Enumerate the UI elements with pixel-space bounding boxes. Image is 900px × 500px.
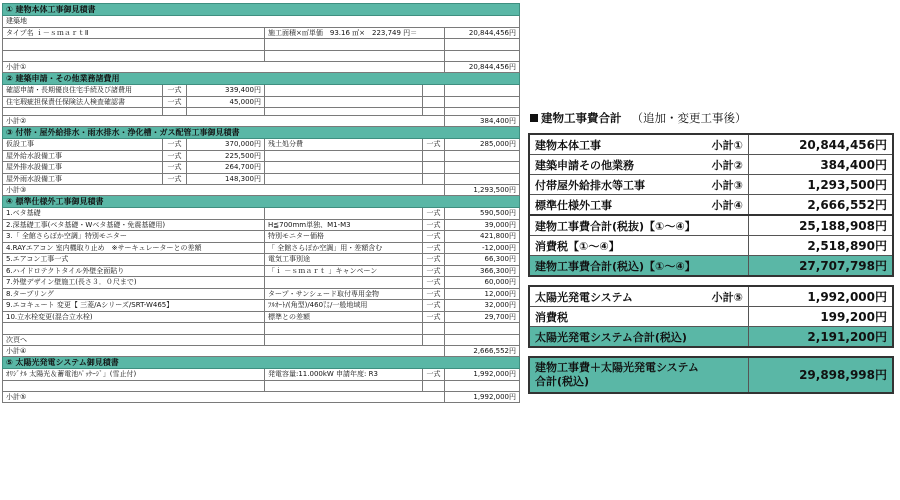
subtotal-4-value: 2,666,552円 [445,346,520,357]
grand-total-table [528,356,894,394]
subtotal-4-label: 小計④ [3,346,445,357]
section-4-header: ④ 標準仕様外工事御見積書 [3,196,520,208]
summary-total-row: 太陽光発電システム合計(税込) 2,191,200円 [529,327,893,348]
section-2-header: ② 建築申請・その他業務諸費用 [3,73,520,85]
area-amount: 20,844,456円 [445,27,520,39]
subtotal-2-value: 384,400円 [445,116,520,127]
table-row: 住宅瑕疵担保責任保険法人検査確認書 一式 45,000円 [3,96,520,108]
summary-row: 建物本体工事 小計① 20,844,456円 [529,134,893,155]
summary-row: 標準仕様外工事 小計④ 2,666,552円 [529,195,893,216]
table-row: 屋外給水設備工事 一式 225,500円 [3,150,520,162]
estimate-table [2,3,520,403]
table-row: 6.ハイドロテクトタイル外壁全面貼り 「ｉ －ｓｍａｒｔ 」キャンペーン 一式 366,300円 [3,265,520,277]
table-row: 8.タープリング タープ・サンシェード取付専用金物 一式 12,000円 [3,288,520,300]
subtotal-1-label: 小計① [3,62,445,73]
summary-table-1 [528,133,894,277]
table-row: 1.ベタ基礎 一式 590,500円 [3,208,520,220]
table-row: 仮設工事 一式 370,000円 残土処分費 一式 285,000円 [3,139,520,151]
summary-row: 消費税 199,200円 [529,307,893,327]
type-name: タイプ名 ｉ－ｓｍａｒｔⅡ [3,27,265,39]
section-3-header: ③ 付帯・屋外給排水・雨水排水・浄化槽・ガス配管工事御見積書 [3,127,520,139]
subtotal-5-label: 小計⑤ [3,392,445,403]
square-bullet-icon [530,114,538,122]
table-row: 屋外雨水設備工事 一式 148,300円 [3,173,520,185]
table-row: 9.エコキュート 変更【 三菱/Aシリーズ/SRT-W465】 ﾌﾙｵｰﾄ/(角型)/460㍑/一般地域用 一式 32,000円 [3,300,520,312]
subtotal-3-label: 小計③ [3,185,445,196]
grand-total-row: 建物工事費＋太陽光発電システム 合計(税込) 29,898,998円 [529,357,893,393]
subtotal-1-value: 20,844,456円 [445,62,520,73]
table-row: 3.「 全館さらぽか空調」特別モニター 特別モニター価格 一式 421,800円 [3,231,520,243]
summary-row: 建物工事費合計(税抜)【①～④】 25,188,908円 [529,215,893,236]
section-1-header: ① 建物本体工事御見積書 [3,4,520,16]
table-row: 10.立水栓変更(混合立水栓) 標準との差額 一式 29,700円 [3,311,520,323]
summary-row: 付帯屋外給排水等工事 小計③ 1,293,500円 [529,175,893,195]
summary-total-row: 建物工事費合計(税込)【①～④】 27,707,798円 [529,256,893,277]
summary-title: 建物工事費合計 （追加・変更工事後） [530,110,894,126]
site-label: 建築地 [3,16,520,28]
cost-summary [528,110,894,402]
table-row: 2.深基礎工事(ベタ基礎・Wベタ基礎・免震基礎用) H≦700mm単独、M1-M3 一式 39,000円 [3,219,520,231]
table-row: ｵﾘｼﾞﾅﾙ 太陽光＆蓄電池ﾊﾟｯｹｰｼﾞ」(雪止付) 発電容量:11.000kW 申請年度: R3 一式 1,992,000円 [3,369,520,381]
table-row: 5.エアコン工事一式 電気工事別途 一式 66,300円 [3,254,520,266]
summary-row: 消費税【①～④】 2,518,890円 [529,236,893,256]
summary-row: 建築申請その他業務 小計② 384,400円 [529,155,893,175]
next-page-note: 次頁へ [3,334,265,346]
table-row: 屋外排水設備工事 一式 264,700円 [3,162,520,174]
table-row: 7.外壁デザイン壁施工(長さ３．０尺まで) 一式 60,000円 [3,277,520,289]
estimate-detail-sheet [2,3,519,403]
section-5-header: ⑤ 太陽光発電システム御見積書 [3,357,520,369]
subtotal-3-value: 1,293,500円 [445,185,520,196]
table-row: 確認申請・長期優良住宅手続及び諸費用 一式 339,400円 [3,85,520,97]
area-formula: 施工面積×㎡単価 93.16 ㎡× 223,749 円＝ [265,27,445,39]
summary-table-2 [528,285,894,348]
subtotal-5-value: 1,992,000円 [445,392,520,403]
table-row: 4.RAYエアコン 室内機取り止め ※サーキュレーターとの差額 「 全館さらぽか空調」用・差額含む 一式 -12,000円 [3,242,520,254]
summary-row: 太陽光発電システム 小計⑤ 1,992,000円 [529,286,893,307]
subtotal-2-label: 小計② [3,116,445,127]
